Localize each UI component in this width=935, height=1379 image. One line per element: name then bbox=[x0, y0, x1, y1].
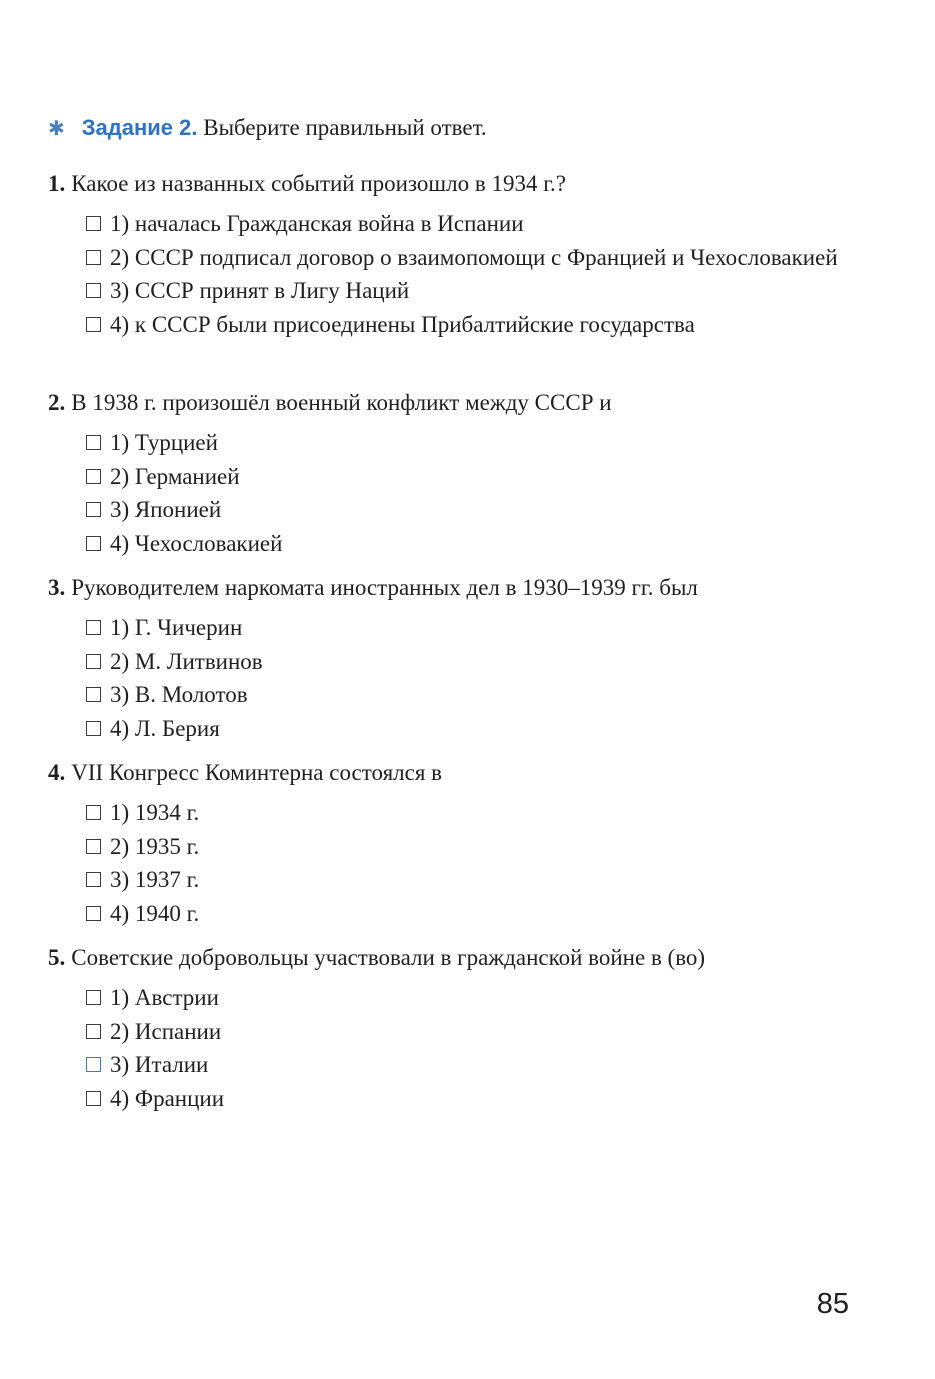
checkbox-icon[interactable] bbox=[86, 1024, 101, 1039]
checkbox-icon[interactable] bbox=[86, 990, 101, 1005]
option-text: 1) Г. Чичерин bbox=[110, 615, 243, 640]
checkbox-icon[interactable] bbox=[86, 250, 101, 265]
question-text: В 1938 г. произошёл военный конфликт между СССР и bbox=[71, 390, 612, 415]
answer-option[interactable] bbox=[48, 678, 848, 712]
answer-option[interactable] bbox=[48, 241, 848, 275]
answer-option[interactable] bbox=[48, 863, 848, 897]
option-text: 2) Испании bbox=[110, 1018, 222, 1044]
checkbox-icon[interactable] bbox=[86, 872, 101, 887]
answer-options bbox=[48, 207, 848, 341]
question-number: 3. bbox=[48, 575, 66, 600]
answer-option[interactable] bbox=[48, 426, 848, 460]
checkbox-icon[interactable] bbox=[86, 687, 101, 702]
checkbox-icon[interactable] bbox=[86, 1057, 101, 1072]
option-text: 2) СССР подписал договор о взаимопомощи с Францией и Чехословакией bbox=[110, 244, 838, 270]
checkbox-icon[interactable] bbox=[86, 839, 101, 854]
option-text: 3) Японией bbox=[110, 497, 222, 522]
answer-option[interactable] bbox=[48, 460, 848, 494]
option-text: 1) Австрии bbox=[110, 985, 219, 1010]
checkbox-icon[interactable] bbox=[86, 317, 101, 332]
option-text: 4) к СССР были присоединены Прибалтийские государства bbox=[110, 311, 695, 337]
option-text: 2) М. Литвинов bbox=[110, 648, 263, 674]
question-title bbox=[48, 572, 848, 604]
question-number: 1. bbox=[48, 171, 66, 196]
question-number: 5. bbox=[48, 945, 66, 970]
checkbox-icon[interactable] bbox=[86, 620, 101, 635]
task-header bbox=[48, 112, 487, 144]
answer-option[interactable] bbox=[48, 712, 848, 746]
option-text: 2) Германией bbox=[110, 463, 240, 489]
checkbox-icon[interactable] bbox=[86, 536, 101, 551]
question-number: 4. bbox=[48, 760, 66, 785]
answer-option[interactable] bbox=[48, 1082, 848, 1116]
answer-option[interactable] bbox=[48, 493, 848, 527]
checkbox-icon[interactable] bbox=[86, 1091, 101, 1106]
task-instruction: Выберите правильный ответ. bbox=[203, 115, 487, 140]
question-4 bbox=[48, 757, 848, 930]
answer-option[interactable] bbox=[48, 981, 848, 1015]
question-2 bbox=[48, 387, 848, 560]
question-number: 2. bbox=[48, 390, 66, 415]
checkbox-icon[interactable] bbox=[86, 906, 101, 921]
answer-option[interactable] bbox=[48, 796, 848, 830]
question-title bbox=[48, 168, 848, 200]
checkbox-icon[interactable] bbox=[86, 216, 101, 231]
answer-option[interactable] bbox=[48, 645, 848, 679]
question-title bbox=[48, 387, 848, 419]
checkbox-icon[interactable] bbox=[86, 469, 101, 484]
option-text: 1) началась Гражданская война в Испании bbox=[110, 211, 524, 236]
question-text: VII Конгресс Коминтерна состоялся в bbox=[71, 760, 443, 785]
task-label: Задание 2. bbox=[81, 115, 198, 140]
question-title bbox=[48, 757, 848, 789]
question-text: Советские добровольцы участвовали в гражданской войне в (во) bbox=[71, 945, 706, 970]
answer-options bbox=[48, 981, 848, 1115]
checkbox-icon[interactable] bbox=[86, 805, 101, 820]
question-3 bbox=[48, 572, 848, 745]
question-title bbox=[48, 942, 848, 974]
question-text: Какое из названных событий произошло в 1934 г.? bbox=[71, 171, 567, 196]
checkbox-icon[interactable] bbox=[86, 721, 101, 736]
answer-options bbox=[48, 426, 848, 560]
answer-option[interactable] bbox=[48, 611, 848, 645]
answer-option[interactable] bbox=[48, 308, 848, 342]
option-text: 3) В. Молотов bbox=[110, 682, 248, 707]
option-text: 3) СССР принят в Лигу Наций bbox=[110, 278, 410, 303]
answer-option[interactable] bbox=[48, 1015, 848, 1049]
checkbox-icon[interactable] bbox=[86, 283, 101, 298]
option-text: 4) Чехословакией bbox=[110, 530, 283, 556]
checkbox-icon[interactable] bbox=[86, 502, 101, 517]
option-text: 1) Турцией bbox=[110, 430, 218, 455]
option-text: 4) Франции bbox=[110, 1085, 225, 1111]
answer-option[interactable] bbox=[48, 1048, 848, 1082]
answer-option[interactable] bbox=[48, 897, 848, 931]
question-5 bbox=[48, 942, 848, 1115]
asterisk-icon: ✱ bbox=[48, 116, 65, 140]
answer-option[interactable] bbox=[48, 830, 848, 864]
page-number: 85 bbox=[816, 1288, 849, 1320]
option-text: 4) Л. Берия bbox=[110, 715, 220, 741]
option-text: 1) 1934 г. bbox=[110, 800, 200, 825]
question-text: Руководителем наркомата иностранных дел в 1930–1939 гг. был bbox=[71, 575, 698, 600]
answer-options bbox=[48, 611, 848, 745]
answer-options bbox=[48, 796, 848, 930]
option-text: 3) 1937 г. bbox=[110, 867, 200, 892]
answer-option[interactable] bbox=[48, 527, 848, 561]
option-text: 3) Италии bbox=[110, 1052, 209, 1077]
checkbox-icon[interactable] bbox=[86, 654, 101, 669]
answer-option[interactable] bbox=[48, 274, 848, 308]
answer-option[interactable] bbox=[48, 207, 848, 241]
question-1 bbox=[48, 168, 848, 341]
option-text: 2) 1935 г. bbox=[110, 833, 200, 859]
option-text: 4) 1940 г. bbox=[110, 900, 200, 926]
checkbox-icon[interactable] bbox=[86, 435, 101, 450]
